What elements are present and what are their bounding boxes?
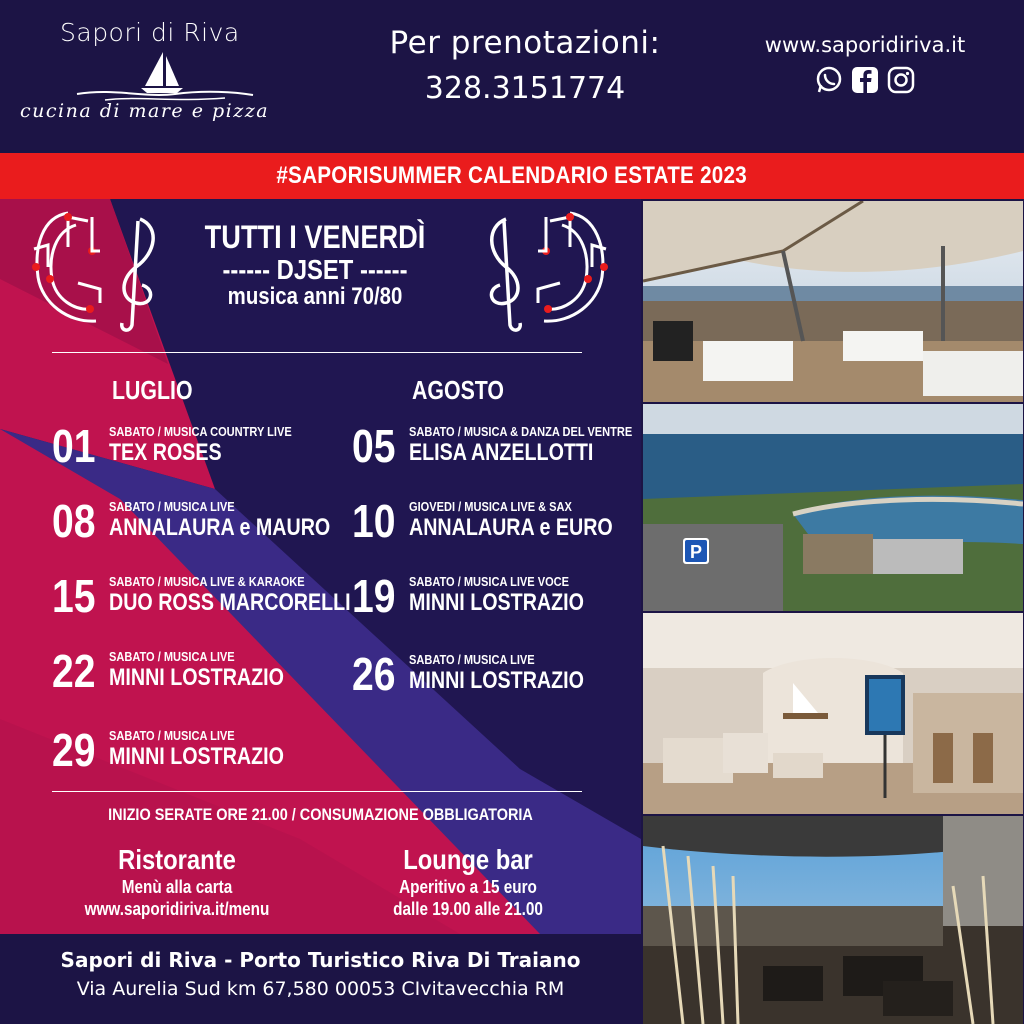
summer-banner [0,153,1024,199]
event-artist: MINNI LOSTRAZIO [409,667,584,694]
event-meta: SABATO / MUSICA LIVE [109,728,235,743]
photo-aerial-port [643,404,1023,611]
event-meta: GIOVEDI / MUSICA LIVE & SAX [409,499,572,514]
banner-title: #SAPORISUMMER CALENDARIO ESTATE 2023 [276,162,748,189]
event-july-4 [52,646,342,702]
djset-line3: musica anni 70/80 [227,282,403,310]
event-meta: SABATO / MUSICA LIVE [409,652,535,667]
month-august: AGOSTO [412,375,505,405]
footer-address: Via Aurelia Sud km 67,580 00053 CIvitavecchia RM [76,978,565,1000]
evening-notice: INIZIO SERATE ORE 21.00 / CONSUMAZIONE OBBLIGATORIA [108,805,533,824]
divider-bottom [52,791,582,792]
calendar-panel [0,199,641,934]
photo-terrace [643,201,1023,402]
web-info [730,33,1000,95]
facebook-icon[interactable] [850,65,880,95]
event-artist: ANNALAURA e EURO [409,514,613,541]
event-july-1 [52,421,342,477]
event-day: 29 [52,724,96,776]
event-day: 26 [352,648,396,700]
ristorante-title: Ristorante [118,844,236,875]
event-day: 08 [52,495,96,547]
event-meta: SABATO / MUSICA COUNTRY LIVE [109,424,292,439]
event-artist: ELISA ANZELLOTTI [409,439,594,466]
event-day: 22 [52,645,96,697]
header [0,0,1024,153]
event-artist: ANNALAURA e MAURO [109,514,331,541]
footer [0,934,641,1024]
instagram-icon[interactable] [886,65,916,95]
event-august-4 [352,649,641,705]
photo-lounge-night [643,816,1023,1024]
ristorante-block [27,844,327,920]
booking-phone[interactable]: 328.3151774 [424,71,626,106]
month-july: LUGLIO [112,375,193,405]
event-meta: SABATO / MUSICA LIVE VOCE [409,574,570,589]
event-artist: TEX ROSES [109,439,222,466]
brand-tagline: cucina di mare e pizza [20,100,270,122]
event-august-1 [352,421,641,477]
lounge-line2: dalle 19.00 alle 21.00 [393,899,543,919]
booking-label: Per prenotazioni: [389,25,661,61]
footer-title: Sapori di Riva - Porto Turistico Riva Di Traiano [60,948,581,972]
music-notes-icon [28,207,163,332]
event-meta: SABATO / MUSICA LIVE [109,649,235,664]
booking-info [360,25,690,106]
website-link[interactable]: www.saporidiriva.it [764,33,966,57]
event-meta: SABATO / MUSICA LIVE [109,499,235,514]
djset-line2: ------ DJSET ------ [222,253,408,285]
djset-announcement [180,221,450,309]
whatsapp-icon[interactable] [814,65,844,95]
event-august-3 [352,571,641,627]
event-artist: MINNI LOSTRAZIO [109,664,284,691]
lounge-line1: Aperitivo a 15 euro [399,877,537,897]
event-july-3 [52,570,351,627]
sailboat-icon [75,48,255,103]
brand-name: Sapori di Riva [60,18,240,47]
parking-sign: P [689,542,703,562]
event-meta: SABATO / MUSICA & DANZA DEL VENTRE [409,424,633,439]
event-meta: SABATO / MUSICA LIVE & KARAOKE [109,574,305,589]
event-day: 10 [352,495,396,547]
photo-lounge-interior [643,613,1023,814]
lounge-block [318,844,618,920]
event-july-5 [52,725,342,781]
event-day: 19 [352,570,396,622]
divider-top [52,352,582,353]
lounge-title: Lounge bar [403,844,533,875]
event-day: 15 [52,570,96,622]
event-artist: MINNI LOSTRAZIO [109,743,284,770]
brand-logo[interactable] [20,18,300,138]
social-icons [730,65,1000,95]
menu-link[interactable]: www.saporidiriva.it/menu [84,899,270,919]
event-artist: DUO ROSS MARCORELLI [109,589,351,616]
event-artist: MINNI LOSTRAZIO [409,589,584,616]
djset-line1: TUTTI I VENERDÌ [204,219,426,255]
event-august-2 [352,496,641,552]
ristorante-line1: Menù alla carta [121,877,233,897]
event-day: 05 [352,420,396,472]
music-notes-icon [478,207,613,332]
event-july-2 [52,496,342,552]
event-day: 01 [52,420,96,472]
